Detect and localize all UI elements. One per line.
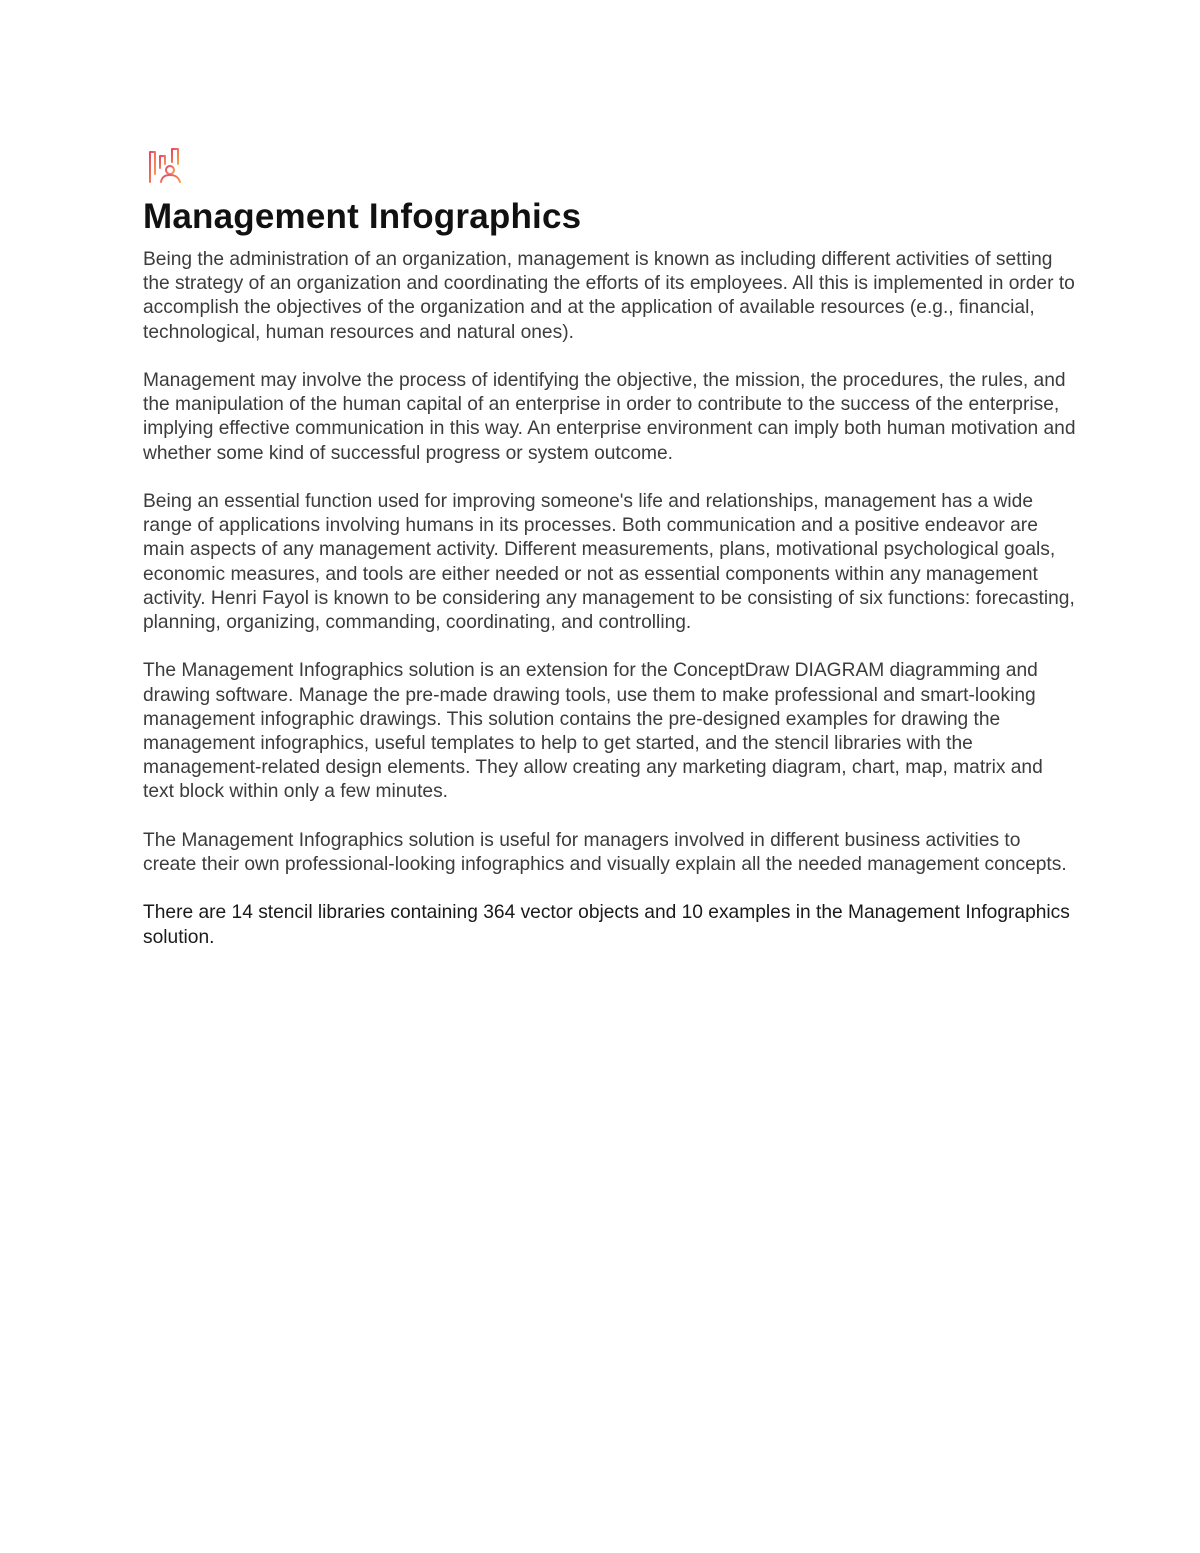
paragraph: Being an essential function used for improving someone's life and relationships, management has a wide range of applications involving humans in its processes. Both communication and a positive endeavor are main aspects of any management activity. Different measurements, plans, motivational psychological goals, economic measures, and tools are either needed or not as essential components within any management activity. Henri Fayol is known to be considering any management to be consisting of six functions: forecasting, planning, organizing, commanding, coordinating, and controlling. [143,491,1075,634]
paragraph: The Management Infographics solution is useful for managers involved in different business activities to create their own professional-looking infographics and visually explain all the needed management concepts. [143,829,1067,876]
page-title: Management Infographics [143,197,582,236]
summary-paragraph: There are 14 stencil libraries containing 364 vector objects and 10 examples in the Management Infographics solution. [143,902,1070,948]
paragraph: Being the administration of an organization, management is known as including different activities of setting the strategy of an organization and coordinating the efforts of its employees. All this is implemented in order to accomplish the objectives of the organization and at the application of available resources (e.g., financial, technological, human resources and natural ones). [143,249,1075,343]
paragraph: The Management Infographics solution is an extension for the ConceptDraw DIAGRAM diagramming and drawing software. Manage the pre-made drawing tools, use them to make professional and smart-looking management infographic drawings. This solution contains the pre-designed examples for drawing the management infographics, useful templates to help to get started, and the stencil libraries with the management-related design elements. They allow creating any marketing diagram, chart, map, matrix and text block within only a few minutes. [143,660,1043,803]
management-infographics-icon [146,146,188,186]
document-page [143,146,1078,950]
paragraph: Management may involve the process of identifying the objective, the mission, the procedures, the rules, and the manipulation of the human capital of an enterprise in order to contribute to the success of the enterprise, implying effective communication in this way. An enterprise environment can imply both human motivation and whether some kind of successful progress or system outcome. [143,370,1076,464]
